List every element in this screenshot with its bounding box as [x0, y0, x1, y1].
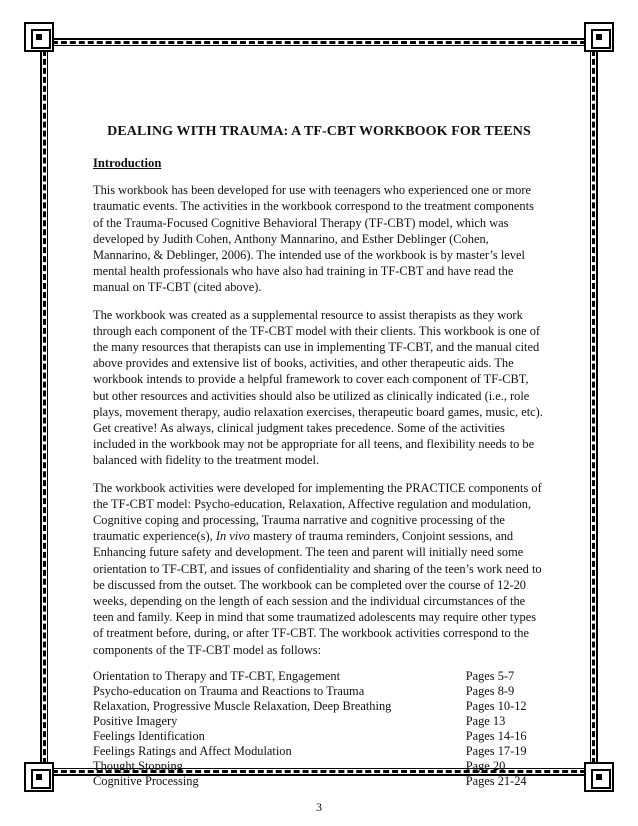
list-item — [93, 729, 545, 744]
document-title: DEALING WITH TRAUMA: A TF-CBT WORKBOOK FOR TEENS — [107, 124, 531, 139]
list-item — [93, 714, 545, 729]
list-item-pages: Pages 14-16 — [465, 728, 527, 743]
list-item-pages: Pages 10-12 — [465, 698, 527, 713]
intro-paragraph-1: This workbook has been developed for use with teenagers who experienced one or more traumatic events. The activities in the workbook correspond to the treatment components of the Trauma-Focused Cognitive Behavioral Therapy (TF-CBT) model, which was developed by Judith Cohen, Anthony Mannarino, and Esther Deblinger (Cohen, Mannarino, & Deblinger, 2006). The intended use of the workbook is by master’s level mental health professionals who have also had training in TF-CBT and have read the manual on TF-CBT (cited above). — [93, 183, 534, 295]
paragraph-3-italic: In vivo — [215, 529, 250, 544]
list-item-pages: Pages 8-9 — [465, 683, 515, 698]
corner-ornament-top-left — [24, 22, 54, 52]
page-number: 3 — [316, 800, 322, 814]
list-item-topic: Relaxation, Progressive Muscle Relaxation, Deep Breathing — [93, 698, 392, 713]
list-item — [93, 669, 545, 684]
list-item-pages: Pages 17-19 — [465, 743, 527, 758]
corner-ornament-bottom-left — [24, 762, 54, 792]
paragraph-3-text-end: mastery of trauma reminders, Conjoint sessions, and Enhancing future safety and development. The teen and parent will initially need some orientation to TF-CBT, and issues of confidentiality and sharing of the teen’s work need to be discussed from the outset. The workbook can be completed over the course of 12-20 weeks, depending on the length of each session and the individual circumstances of the teen and family. Keep in mind that some traumatized adolescents may require other types of treatment before, during, or after TF-CBT. The workbook activities correspond to the components of the TF-CBT model as follows: — [93, 529, 542, 657]
list-item — [93, 774, 545, 789]
list-item-topic: Thought Stopping — [93, 758, 183, 773]
list-item — [93, 699, 545, 714]
list-item-pages: Page 13 — [465, 713, 506, 728]
document-body — [93, 123, 545, 789]
list-item — [93, 759, 545, 774]
list-item-topic: Feelings Ratings and Affect Modulation — [93, 743, 292, 758]
list-item-pages: Page 20 — [465, 758, 506, 773]
paragraph-3-text-start: The workbook activities were developed for implementing the PRACTICE components of the TF-CBT model: Psycho-education, Relaxation, Affective regulation and modulation, Cognitive coping and processing, Trauma narrative and cognitive processing of the traumatic experience(s), — [93, 480, 542, 544]
corner-ornament-bottom-right — [584, 762, 614, 792]
activity-page-list — [93, 669, 545, 789]
list-item — [93, 744, 545, 759]
corner-ornament-top-right — [584, 22, 614, 52]
list-item-pages: Pages 21-24 — [465, 773, 527, 788]
intro-paragraph-3 — [93, 480, 545, 658]
intro-paragraph-2: The workbook was created as a supplemental resource to assist therapists as they work through each component of the TF-CBT model with their clients. This workbook is one of the many resources that therapists can use in implementing TF-CBT, and the manual cited above provides and extensive list of books, activities, and other therapeutic aids. The workbook intends to provide a helpful framework to cover each component of TF-CBT, but other resources and activities should also be utilized as clinically indicated (i.e., role plays, movement therapy, audio relaxation exercises, therapeutic board games, music, etc). Get creative! As always, clinical judgment takes precedence. Some of the activities included in the workbook may not be appropriate for all teens, and flexibility needs to be balanced with fidelity to the treatment model. — [93, 307, 543, 468]
list-item-topic: Cognitive Processing — [93, 773, 199, 788]
list-item-topic: Orientation to Therapy and TF-CBT, Engagement — [93, 668, 341, 683]
list-item-pages: Pages 5-7 — [465, 668, 515, 683]
list-item-topic: Feelings Identification — [93, 728, 205, 743]
list-item-topic: Psycho-education on Trauma and Reactions to Trauma — [93, 683, 365, 698]
list-item-topic: Positive Imagery — [93, 713, 178, 728]
section-heading: Introduction — [93, 156, 162, 170]
list-item — [93, 684, 545, 699]
